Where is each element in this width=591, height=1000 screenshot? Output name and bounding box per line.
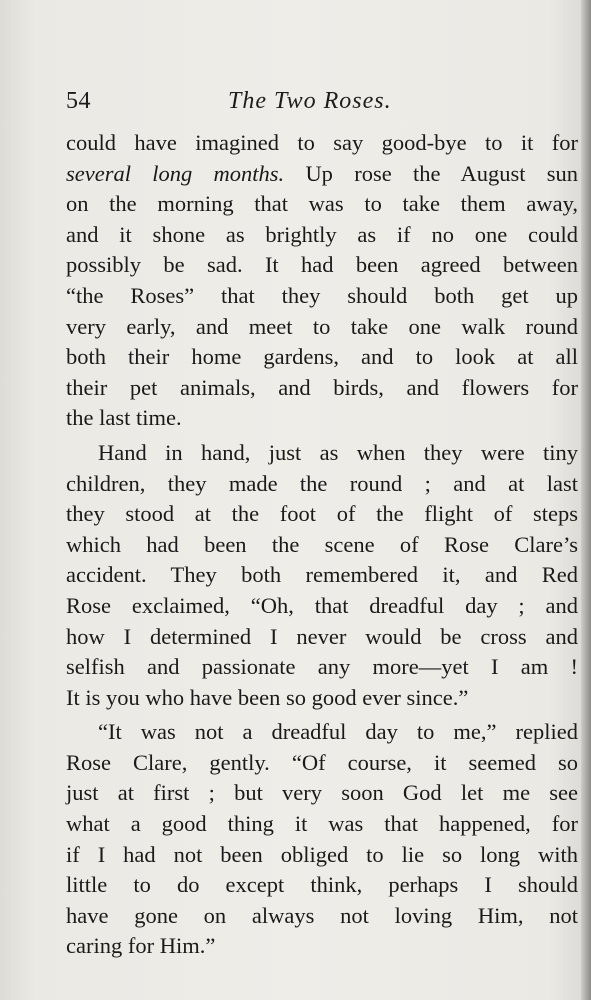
- text-line: children, they made the round ; and at last: [66, 470, 578, 496]
- text-line: their pet animals, and birds, and flowers for: [66, 374, 578, 400]
- text-line: caring for Him.”: [66, 933, 216, 959]
- text-line: both their home gardens, and to look at all: [66, 344, 578, 370]
- text-line: Rose Clare, gently. “Of course, it seemed so: [66, 749, 578, 775]
- italic-phrase: several long months.: [66, 160, 285, 186]
- page-header: [66, 88, 546, 122]
- text-line: Hand in hand, just as when they were tiny: [98, 439, 578, 465]
- text-line: which had been the scene of Rose Clare’s: [66, 531, 578, 557]
- running-title: The Two Roses.: [228, 88, 392, 114]
- text-line: they stood at the foot of the flight of steps: [66, 501, 578, 527]
- page-spine-shadow: [581, 0, 591, 1000]
- text-line: It is you who have been so good ever since.”: [66, 684, 469, 710]
- text-line: what a good thing it was that happened, for: [66, 811, 578, 837]
- text-line: Rose exclaimed, “Oh, that dreadful day ; and: [66, 592, 578, 618]
- text-line: possibly be sad. It had been agreed between: [66, 252, 578, 278]
- page-number: 54: [66, 88, 91, 114]
- text-line: how I determined I never would be cross and: [66, 623, 578, 649]
- text-line: have gone on always not loving Him, not: [66, 902, 578, 928]
- text-line: very early, and meet to take one walk round: [66, 313, 578, 339]
- text-line: if I had not been obliged to lie so long with: [66, 841, 578, 867]
- text-line-rest: Up rose the August sun: [305, 160, 579, 186]
- body-text: [66, 128, 578, 962]
- text-line: “It was not a dreadful day to me,” replied: [98, 719, 578, 745]
- text-line: selfish and passionate any more—yet I am !: [66, 654, 578, 680]
- paragraph-2: [66, 438, 578, 713]
- text-line: on the morning that was to take them away,: [66, 191, 578, 217]
- text-line: could have imagined to say good-bye to it for: [66, 130, 578, 155]
- text-line: accident. They both remembered it, and Red: [66, 562, 578, 588]
- text-line: [66, 159, 578, 190]
- paragraph-3: [66, 717, 578, 962]
- text-line: and it shone as brightly as if no one could: [66, 221, 578, 247]
- text-line: little to do except think, perhaps I should: [66, 872, 578, 898]
- text-line: just at first ; but very soon God let me see: [66, 780, 578, 806]
- text-line: “the Roses” that they should both get up: [66, 282, 578, 308]
- paragraph-1: [66, 128, 578, 434]
- text-line: the last time.: [66, 405, 182, 431]
